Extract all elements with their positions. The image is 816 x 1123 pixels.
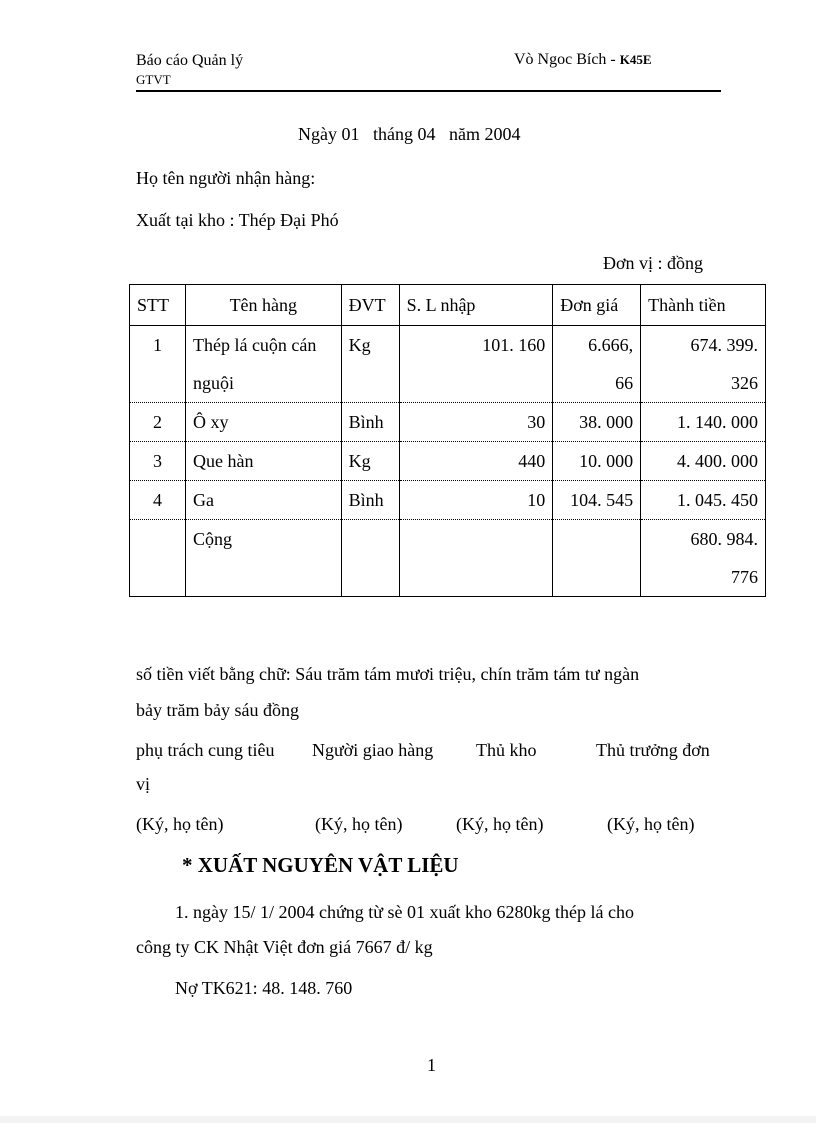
- cell-grand-total-line1: 680. 984.: [690, 529, 758, 549]
- cell-total-label: Cộng: [185, 520, 341, 597]
- cell-unit: Bình: [341, 481, 399, 520]
- table-row: [130, 481, 766, 520]
- receiver-label: Họ tên người nhận hàng:: [136, 168, 316, 188]
- author-class: K45E: [619, 52, 652, 67]
- signature-title-2: Người giao hàng: [312, 740, 434, 760]
- cell-price: [553, 326, 641, 403]
- report-title: Báo cáo Quản lý: [136, 52, 244, 69]
- cell-grand-total: [641, 520, 766, 597]
- cell-empty: [553, 520, 641, 597]
- unit-line: Đơn vị : đồng: [603, 253, 704, 273]
- cell-price: 38. 000: [553, 403, 641, 442]
- section-heading: * XUẤT NGUYÊN VẬT LIỆU: [182, 853, 459, 877]
- cell-price-line1: 6.666,: [588, 335, 634, 355]
- report-subtitle: GTVT: [136, 72, 171, 87]
- cell-unit: Kg: [341, 326, 399, 403]
- col-header-total: Thành tiền: [641, 285, 766, 326]
- cell-name: Que hàn: [185, 442, 341, 481]
- cell-price: 10. 000: [553, 442, 641, 481]
- cell-stt: 1: [130, 326, 186, 403]
- cell-price: 104. 545: [553, 481, 641, 520]
- cell-total: 1. 045. 450: [641, 481, 766, 520]
- sign-note-4: (Ký, họ tên): [607, 814, 695, 834]
- col-header-name: Tên hàng: [185, 285, 341, 326]
- page-bottom-edge: [0, 1116, 816, 1123]
- table-row: [130, 403, 766, 442]
- cell-stt-empty: [130, 520, 186, 597]
- amount-words-line1: số tiền viết bằng chữ: Sáu trăm tám mươi triệu, chín trăm tám tư ngàn: [136, 664, 640, 684]
- cell-qty: 440: [399, 442, 553, 481]
- warehouse-line: Xuất tại kho : Thép Đại Phó: [136, 210, 339, 230]
- paragraph-line1: 1. ngày 15/ 1/ 2004 chứng từ sè 01 xuất kho 6280kg thép lá cho: [175, 902, 634, 922]
- cell-name: [185, 326, 341, 403]
- cell-name-line2: nguội: [192, 373, 234, 393]
- header-left: [136, 51, 243, 89]
- cell-unit: Bình: [341, 403, 399, 442]
- sign-note-3: (Ký, họ tên): [456, 814, 544, 834]
- cell-unit: Kg: [341, 442, 399, 481]
- col-header-qty: S. L nhập: [399, 285, 553, 326]
- debit-line: Nợ TK621: 48. 148. 760: [175, 978, 353, 998]
- cell-qty: 30: [399, 403, 553, 442]
- cell-empty: [341, 520, 399, 597]
- col-header-price: Đơn giá: [553, 285, 641, 326]
- signature-title-1: phụ trách cung tiêu: [136, 740, 275, 760]
- cell-stt: 4: [130, 481, 186, 520]
- cell-qty: 10: [399, 481, 553, 520]
- cell-total: 4. 400. 000: [641, 442, 766, 481]
- cell-name: Ô xy: [185, 403, 341, 442]
- cell-name: Ga: [185, 481, 341, 520]
- table-header-row: [130, 285, 766, 326]
- cell-stt: 2: [130, 403, 186, 442]
- sign-note-2: (Ký, họ tên): [315, 814, 403, 834]
- col-header-unit: ĐVT: [341, 285, 399, 326]
- goods-table: [129, 284, 766, 597]
- cell-grand-total-line2: 776: [731, 567, 758, 587]
- signature-title-4: Thủ trưởng đơn: [596, 740, 710, 760]
- cell-total: [641, 326, 766, 403]
- table-row: [130, 326, 766, 403]
- cell-total-line1: 674. 399.: [690, 335, 758, 355]
- cell-stt: 3: [130, 442, 186, 481]
- cell-name-line1: Thép lá cuộn cán: [192, 335, 317, 355]
- signature-title-wrap: vị: [136, 774, 151, 794]
- signature-title-3: Thủ kho: [476, 740, 537, 760]
- table-total-row: [130, 520, 766, 597]
- cell-empty: [399, 520, 553, 597]
- date-line: Ngày 01 tháng 04 năm 2004: [298, 124, 521, 144]
- table-row: [130, 442, 766, 481]
- amount-words-line2: bảy trăm bảy sáu đồng: [136, 700, 299, 720]
- cell-qty: 101. 160: [399, 326, 553, 403]
- header-divider: [136, 90, 721, 92]
- paragraph-line2: công ty CK Nhật Việt đơn giá 7667 đ/ kg: [136, 937, 433, 957]
- cell-total: 1. 140. 000: [641, 403, 766, 442]
- author-name: Vò Ngoc Bích -: [514, 51, 620, 68]
- sign-note-1: (Ký, họ tên): [136, 814, 224, 834]
- page-number: 1: [427, 1055, 436, 1075]
- cell-total-line2: 326: [731, 373, 758, 393]
- cell-price-line2: 66: [615, 373, 634, 393]
- col-header-stt: STT: [130, 285, 186, 326]
- header-right: [514, 51, 652, 69]
